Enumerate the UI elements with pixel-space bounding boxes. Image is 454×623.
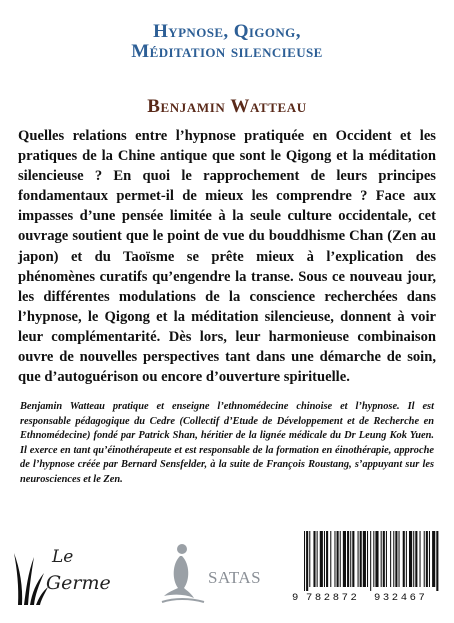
barcode-bars (292, 531, 442, 591)
barcode-bar (390, 531, 391, 587)
barcode-digit-lead: 9 (292, 592, 299, 604)
barcode-bar (320, 531, 323, 587)
barcode-bar (409, 531, 412, 587)
barcode-bar (381, 531, 382, 587)
le-germe-logo (14, 543, 126, 609)
barcode-bar (373, 531, 374, 587)
barcode-bar (358, 531, 359, 587)
summary-text: Quelles relations entre l’hypnose pratiquée en Occident et les pratiques de la Chine antique que sont le Qigong et la méditation silencieuse ? En quoi le rapprochement de leurs principes fondamentaux permet-il de mieux les comprendre ? Face aux impasses d’une pensée limitée à la seule culture occidentale, cet ouvrage soutient que le point de vue du bouddhisme Chan (Zen au japon) et du Taoïsme se prête mieux à l’explication des phénomènes curatifs qu’engendre la transe. Sous ce nouveau jour, les différentes modulations de la conscience recherchées dans l’hypnose, le Qigong et la méditation silencieuse, donnent à voir leur complémentarité. Dès lors, leur harmonieuse combinaison ouvre de nouvelles perspectives tant dans une démarche de soin, que d’autoguérison ou encore d’ouverture spirituelle. (18, 128, 436, 386)
author-name: Benjamin Watteau (147, 96, 307, 117)
barcode-bar (363, 531, 366, 587)
barcode-digits-left: 782872 (306, 592, 360, 604)
barcode-bar (393, 531, 394, 587)
barcode-bar (347, 531, 349, 587)
barcode-bar (415, 531, 417, 587)
barcode-bar (324, 531, 325, 587)
barcode-bar (343, 531, 346, 587)
barcode-bar (317, 531, 318, 587)
meditating-figure-icon (160, 540, 206, 610)
barcode-bar (334, 531, 335, 587)
book-title (0, 22, 454, 62)
barcode-bar (304, 531, 305, 591)
barcode-bar (309, 531, 310, 587)
barcode-bar (375, 531, 378, 587)
barcode-bar (326, 531, 328, 587)
publisher-germe: Germe (46, 572, 111, 594)
barcode-bar (340, 531, 341, 587)
barcode-digits-right: 932467 (374, 592, 428, 604)
title-line-1: Hypnose, Qigong, (153, 21, 301, 42)
satas-label: SATAS (208, 568, 262, 587)
grass-icon (14, 547, 48, 607)
barcode-bar (350, 531, 351, 587)
barcode-bar (386, 531, 387, 587)
satas-logo (160, 540, 265, 610)
barcode-bar (313, 531, 315, 587)
barcode-bar (367, 531, 368, 587)
barcode-bar (395, 531, 397, 587)
barcode-bar (432, 531, 435, 587)
barcode-bar (424, 531, 425, 587)
barcode-bar (436, 531, 438, 591)
barcode-bar (352, 531, 354, 587)
isbn-barcode (292, 531, 442, 609)
barcode-bar (420, 531, 421, 587)
barcode-bar (426, 531, 428, 587)
publisher-le: Le (52, 547, 74, 567)
barcode-bar (330, 531, 331, 587)
barcode-bar (370, 531, 371, 591)
barcode-bar (429, 531, 430, 587)
barcode-bar (403, 531, 405, 587)
barcode-bar (383, 531, 385, 587)
author-bio: Benjamin Watteau pratique et enseigne l’ethnomédecine chinoise et l’hypnose. Il est responsable pédagogique du Cedre (Collectif d’Etude de Développement et de Recherche en Ethnomédecine) fondé par Patrick Shan, héritier de la lignée médicale du Dr Leung Kok Yuen. Il exerce en tant qu’éinothérapeute et est responsable de la formation en éinothérapie, approche de l’hypnose créée par Bernard Sensfelder, à la suite de François Roustang, s’appuyant sur les neurosciences et le Zen. (20, 401, 434, 485)
barcode-bar (306, 531, 308, 591)
barcode-bar (399, 531, 400, 587)
title-line-2: Méditation silencieuse (131, 41, 323, 62)
barcode-bar (413, 531, 414, 587)
barcode-bar (360, 531, 362, 587)
barcode-bar (337, 531, 339, 587)
barcode-bar (406, 531, 407, 587)
barcode-digits (292, 592, 442, 606)
